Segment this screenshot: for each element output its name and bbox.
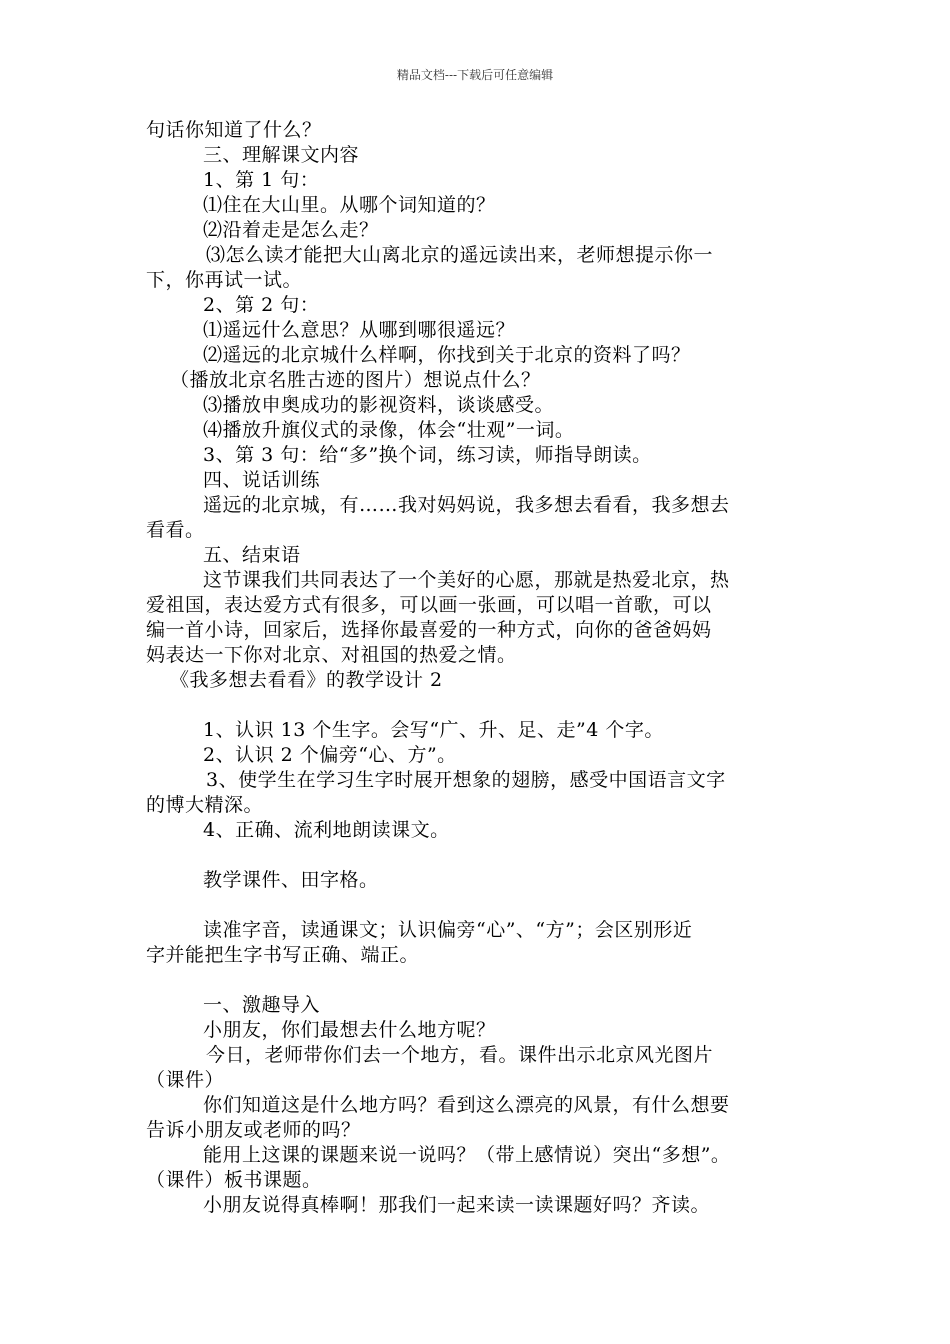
- text-line: ⑷播放升旗仪式的录像，体会“壮观”一词。: [203, 419, 575, 441]
- text-line: 2、第 2 句：: [203, 294, 320, 316]
- text-line: 你们知道这是什么地方吗？看到这么漂亮的风景，有什么想要: [203, 1094, 730, 1116]
- text-line: 小朋友说得真棒啊！那我们一起来读一读课题好吗？齐读。: [203, 1194, 711, 1216]
- spacer: [146, 843, 806, 868]
- text-line: 3、第 3 句：给“多”换个词，练习读，师指导朗读。: [203, 444, 652, 466]
- spacer: [146, 968, 806, 993]
- text-line: 下，你再试一试。: [146, 269, 303, 291]
- text-line: 妈表达一下你对北京、对祖国的热爱之情。: [146, 644, 517, 666]
- text-line: 1、第 1 句：: [203, 169, 320, 191]
- text-line: 编一首小诗，回家后，选择你最喜爱的一种方式，向你的爸爸妈妈: [146, 619, 712, 641]
- text-line: 4、正确、流利地朗读课文。: [203, 819, 450, 841]
- text-line: ⑵遥远的北京城什么样啊，你找到关于北京的资料了吗？: [203, 344, 691, 366]
- section-heading: 一、激趣导入: [203, 994, 321, 1016]
- section-heading: 三、理解课文内容: [203, 144, 360, 166]
- text-line: 这节课我们共同表达了一个美好的心愿，那就是热爱北京，热: [203, 569, 730, 591]
- text-line: 的博大精深。: [146, 794, 264, 816]
- text-line: 3、使学生在学习生字时展开想象的翅膀，感受中国语言文字: [206, 769, 726, 791]
- text-line: 看看。: [146, 519, 205, 541]
- text-line: 告诉小朋友或老师的吗？: [146, 1119, 361, 1141]
- text-line: 遥远的北京城，有……我对妈妈说，我多想去看看，我多想去: [203, 494, 730, 516]
- text-line: 2、认识 2 个偏旁“心、方”。: [203, 744, 457, 766]
- text-line: 读准字音，读通课文；认识偏旁“心”、“方”；会区别形近: [203, 919, 693, 941]
- spacer: [146, 693, 806, 718]
- text-line: 爱祖国，表达爱方式有很多，可以画一张画，可以唱一首歌，可以: [146, 594, 712, 616]
- text-line: 今日，老师带你们去一个地方，看。课件出示北京风光图片: [206, 1044, 714, 1066]
- text-line: （课件）: [146, 1069, 225, 1091]
- text-line: ⑶怎么读才能把大山离北京的遥远读出来，老师想提示你一: [206, 244, 714, 266]
- text-line: 能用上这课的课题来说一说吗？（带上感情说）突出“多想”。: [203, 1144, 731, 1166]
- text-line: （播放北京名胜古迹的图片）想说点什么？: [170, 369, 541, 391]
- text-line: ⑴遥远什么意思？从哪到哪很遥远？: [203, 319, 516, 341]
- page-header: 精品文档---下载后可任意编辑: [396, 68, 554, 82]
- text-line: （课件）板书课题。: [146, 1169, 322, 1191]
- spacer: [146, 893, 806, 918]
- document-subtitle: 《我多想去看看》的教学设计 2: [170, 669, 443, 691]
- text-line: 字并能把生字书写正确、端正。: [146, 944, 420, 966]
- text-line: 1、认识 13 个生字。会写“广、升、足、走”4 个字。: [203, 719, 664, 741]
- text-line: 教学课件、田字格。: [203, 869, 379, 891]
- document-body: [146, 118, 806, 1218]
- section-heading: 四、说话训练: [203, 469, 321, 491]
- section-heading: 五、结束语: [203, 544, 301, 566]
- text-line: 句话你知道了什么？: [146, 119, 322, 141]
- text-line: 小朋友，你们最想去什么地方呢？: [203, 1019, 496, 1041]
- text-line: ⑴住在大山里。从哪个词知道的？: [203, 194, 496, 216]
- text-line: ⑶播放申奥成功的影视资料，谈谈感受。: [203, 394, 555, 416]
- text-line: ⑵沿着走是怎么走？: [203, 219, 379, 241]
